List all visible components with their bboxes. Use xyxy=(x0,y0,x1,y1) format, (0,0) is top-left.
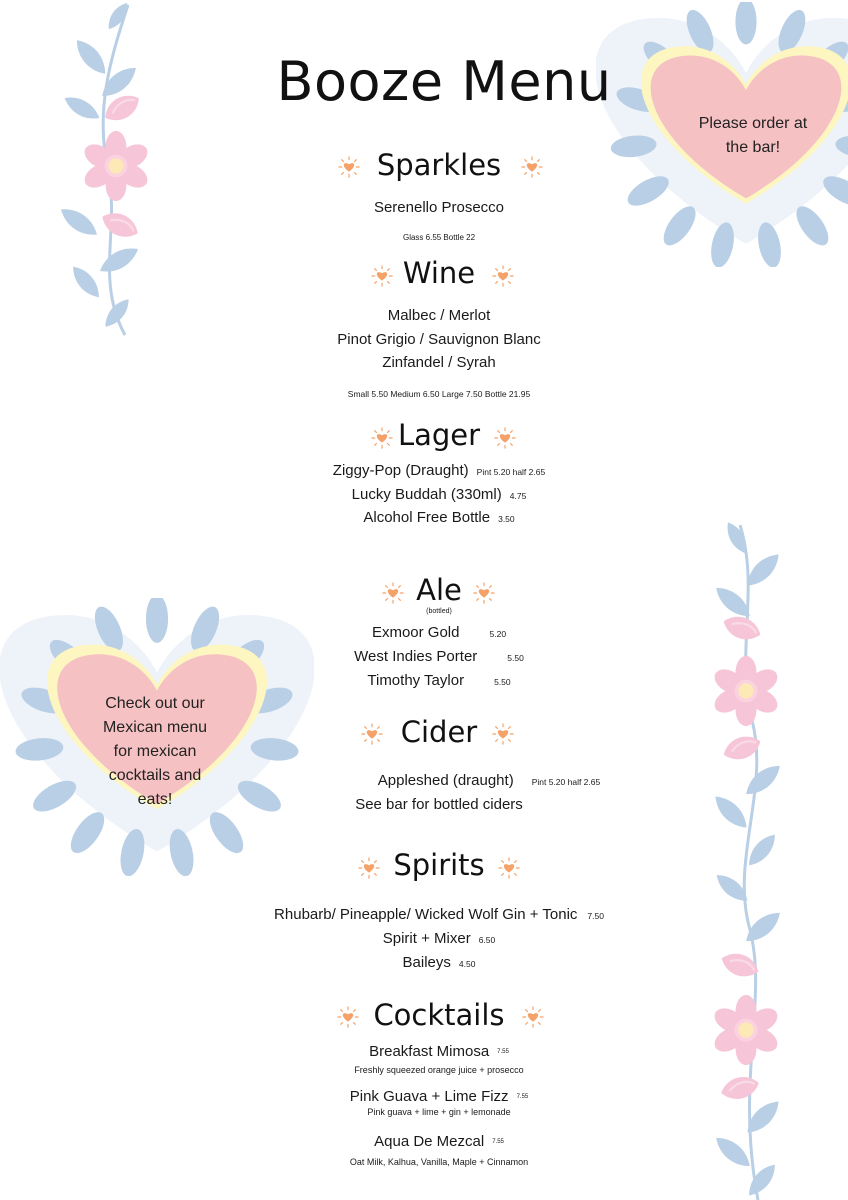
ale-item-price: 5.20 xyxy=(489,629,507,639)
lager-item-price: 4.75 xyxy=(509,491,527,501)
cocktail-item-price: 7.55 xyxy=(492,1139,504,1146)
lager-item-price: 3.50 xyxy=(498,514,515,524)
spirits-item xyxy=(0,930,848,947)
lager-item xyxy=(0,462,848,479)
menu-title: Booze Menu xyxy=(276,50,612,113)
cocktail-item-name: Aqua De Mezcal xyxy=(374,1133,485,1150)
spirits-item-name: Spirit + Mixer xyxy=(382,930,471,947)
ale-item-name: Timothy Taylor xyxy=(367,672,465,689)
section-title-cider: Cider xyxy=(400,715,478,749)
spirits-item-price: 4.50 xyxy=(458,959,476,969)
sparkles-prices: Glass 6.55 Bottle 22 xyxy=(402,233,476,242)
section-title-cocktails: Cocktails xyxy=(373,998,505,1032)
wine-item: Zinfandel / Syrah xyxy=(382,354,496,371)
ale-item-price: 5.50 xyxy=(507,653,524,663)
cocktail-item-desc: Oat Milk, Kalhua, Vanilla, Maple + Cinnamon xyxy=(349,1157,529,1167)
cocktail-item-price: 7.55 xyxy=(516,1094,529,1101)
ale-item xyxy=(0,648,848,665)
cider-item: See bar for bottled ciders xyxy=(355,796,523,813)
lager-item-name: Lucky Buddah (330ml) xyxy=(351,486,502,503)
callout-mexican-menu: Check out our Mexican menu for mexican cocktails and eats! xyxy=(102,695,208,808)
section-title-sparkles: Sparkles xyxy=(376,148,502,182)
spirits-item xyxy=(0,954,848,971)
lager-item xyxy=(0,486,848,503)
ale-item-name: West Indies Porter xyxy=(354,648,478,665)
cocktail-item xyxy=(0,1043,848,1060)
ale-item-name: Exmoor Gold xyxy=(371,624,460,641)
wine-item: Malbec / Merlot xyxy=(387,307,491,324)
ale-item xyxy=(0,624,848,641)
lager-item-name: Alcohol Free Bottle xyxy=(363,509,491,526)
sparkles-item: Serenello Prosecco xyxy=(373,199,505,216)
lager-item xyxy=(0,509,848,526)
spirits-item-name: Rhubarb/ Pineapple/ Wicked Wolf Gin + Tonic xyxy=(274,906,578,923)
cider-item-price: Pint 5.20 half 2.65 xyxy=(531,777,601,787)
spirits-item-name: Baileys xyxy=(402,954,451,971)
lager-item-price: Pint 5.20 half 2.65 xyxy=(476,467,546,477)
spirits-item-price: 6.50 xyxy=(478,935,496,945)
cocktail-item-name: Breakfast Mimosa xyxy=(369,1043,490,1060)
wine-prices: Small 5.50 Medium 6.50 Large 7.50 Bottle 21.95 xyxy=(347,389,531,399)
section-title-ale: Ale xyxy=(416,573,462,607)
ale-item xyxy=(0,672,848,689)
wine-item: Pinot Grigio / Sauvignon Blanc xyxy=(337,331,541,348)
section-title-spirits: Spirits xyxy=(393,848,485,882)
callout-order-at-bar: Please order at the bar! xyxy=(698,115,808,156)
ale-item-price: 5.50 xyxy=(494,677,511,687)
lager-item-name: Ziggy-Pop (Draught) xyxy=(332,462,469,479)
section-title-wine: Wine xyxy=(402,256,476,290)
cocktail-item xyxy=(0,1133,848,1150)
spirits-item-price: 7.50 xyxy=(587,911,604,921)
cocktail-item xyxy=(0,1088,848,1105)
spirits-item xyxy=(0,906,848,923)
cocktail-item-price: 7.55 xyxy=(497,1049,509,1056)
cider-item xyxy=(50,772,848,789)
cocktail-item-name: Pink Guava + Lime Fizz xyxy=(349,1088,509,1105)
cocktail-item-desc: Pink guava + lime + gin + lemonade xyxy=(367,1107,511,1117)
ale-note: (bottled) xyxy=(426,608,452,615)
cider-item-name: Appleshed (draught) xyxy=(377,772,514,789)
section-title-lager: Lager xyxy=(397,418,481,452)
cocktail-item-desc: Freshly squeezed orange juice + prosecco xyxy=(354,1065,524,1075)
